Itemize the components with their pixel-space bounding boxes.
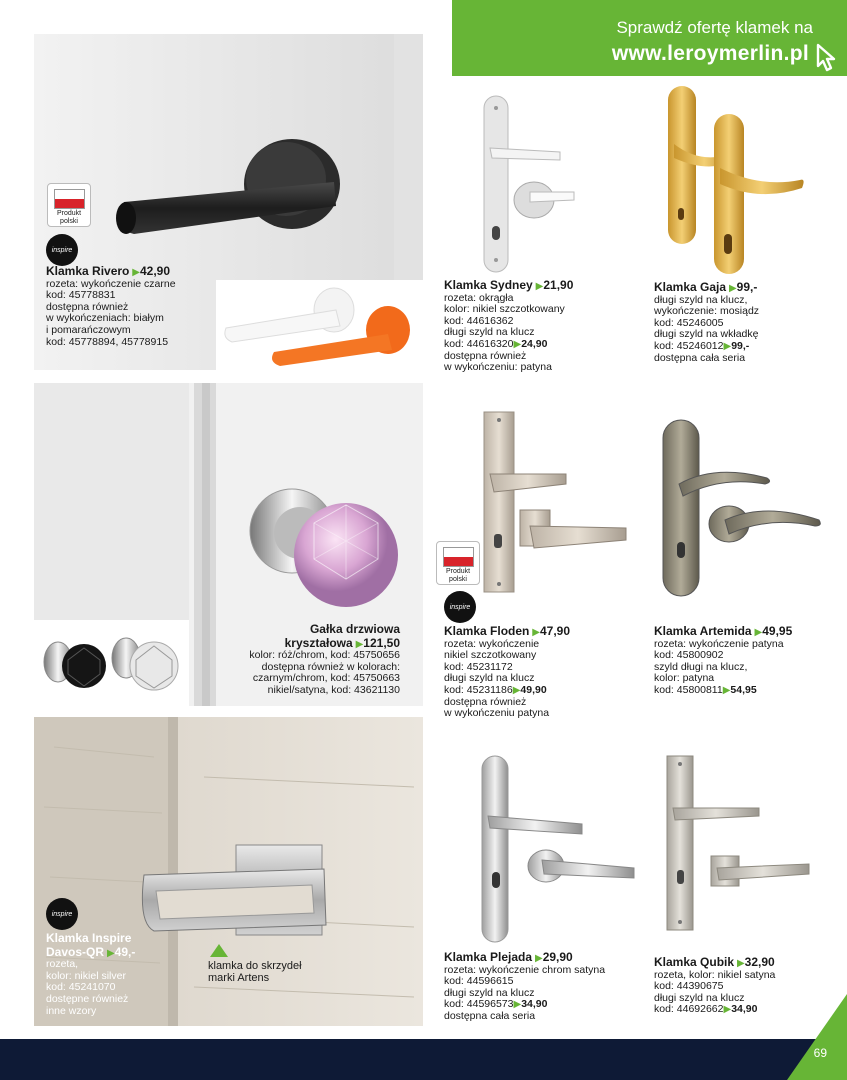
plejada-description: Klamka Plejada ▶29,90 rozeta: wykończenie chrom satyna kod: 44596615 długi szyld na klucz kod: 44596573▶34,90 dostępna cała seria: [444, 950, 606, 1022]
sydney-price: 21,90: [543, 278, 574, 292]
qubik-price: 32,90: [744, 955, 775, 969]
davos-description: Klamka Inspire Davos-QR ▶49,- rozeta, kolor: nikiel silver kod: 45241070 dostępne również inne wzory: [46, 931, 136, 1017]
inspire-logo-floden: inspire: [444, 591, 476, 623]
up-arrow-icon: [210, 944, 228, 957]
crystal-knob-description: Gałka drzwiowa kryształowa ▶121,50 kolor: róż/chrom, kod: 45750656 dostępna również w kolorach: czarnym/chrom, kod: 45750663 nikiel/satyna, kod: 43621130: [249, 622, 400, 696]
crystal-knob-name: Gałka drzwiowa: [309, 622, 400, 636]
plejada-name: Klamka Plejada: [444, 950, 533, 964]
davos-name: Klamka Inspire: [46, 931, 132, 945]
artemida-photo: [655, 416, 825, 606]
artemida-description: Klamka Artemida ▶49,95 rozeta: wykończenie patyna kod: 45800902 szyld długi na klucz, kolor: patyna kod: 45800811▶54,95: [654, 624, 793, 696]
gaja-description: Klamka Gaja ▶99,- długi szyld na klucz, wykończenie: mosiądz kod: 45246005 długi szyld na wkładkę kod: 45246012▶99,- dostępna cała seria: [654, 280, 760, 364]
badge-label: Produkt polski: [445, 568, 471, 583]
qubik-description: Klamka Qubik ▶32,90 rozeta, kolor: nikiel satyna kod: 44390675 długi szyld na klucz kod: 44692662▶34,90: [654, 955, 776, 1016]
banner-url[interactable]: www.leroymerlin.pl: [611, 42, 809, 65]
crystal-knob-price: 121,50: [363, 635, 400, 650]
website-banner[interactable]: [452, 0, 847, 76]
cursor-icon: [813, 42, 839, 72]
davos-price: 49,-: [114, 944, 136, 959]
crystal-knob-colors-photo: [34, 620, 189, 706]
sydney-photo: [470, 88, 580, 278]
rivero-description: Klamka Rivero ▶42,90 rozeta: wykończenie czarne kod: 45778831 dostępna również w wykończeniach: białym i pomarańczowym kod: 45778894, 45778915: [46, 264, 176, 348]
polish-product-badge-floden: [436, 541, 480, 585]
gaja-photo: [660, 84, 810, 280]
polish-product-badge: [47, 183, 91, 227]
page-number: 69: [813, 1046, 827, 1060]
floden-name: Klamka Floden: [444, 624, 530, 638]
floden-photo: [470, 408, 640, 598]
rivero-name: Klamka Rivero: [46, 264, 130, 278]
sydney-name: Klamka Sydney: [444, 278, 533, 292]
page-footer: [0, 1039, 847, 1080]
sydney-description: Klamka Sydney ▶21,90 rozeta: okrągła kolor: nikiel szczotkowany kod: 44616362 długi szyld na klucz kod: 44616320▶24,90 dostępna również w wykończeniu: patyna: [444, 278, 574, 374]
artemida-name: Klamka Artemida: [654, 624, 752, 638]
polish-flag-icon: [54, 189, 85, 209]
polish-flag-icon: [443, 547, 474, 567]
artens-note: klamka do skrzydeł marki Artens: [208, 960, 302, 984]
qubik-name: Klamka Qubik: [654, 955, 735, 969]
rivero-colors-photo: [216, 280, 423, 370]
inspire-logo-davos: inspire: [46, 898, 78, 930]
gaja-price: 99,-: [736, 280, 758, 294]
qubik-photo: [655, 752, 825, 948]
artemida-price: 49,95: [762, 624, 793, 638]
plejada-photo: [470, 752, 640, 948]
corner-accent: [787, 994, 847, 1080]
rivero-price: 42,90: [140, 264, 171, 278]
floden-description: Klamka Floden ▶47,90 rozeta: wykończenie nikiel szczotkowany kod: 45231172 długi szyld na klucz kod: 45231186▶49,90 dostępna również w wykończeniu patyna: [444, 624, 571, 720]
plejada-price: 29,90: [542, 950, 573, 964]
badge-label: Produkt polski: [56, 210, 82, 225]
banner-line1: Sprawdź ofertę klamek na: [616, 18, 813, 37]
inspire-logo: inspire: [46, 234, 78, 266]
gaja-name: Klamka Gaja: [654, 280, 727, 294]
floden-price: 47,90: [539, 624, 571, 638]
